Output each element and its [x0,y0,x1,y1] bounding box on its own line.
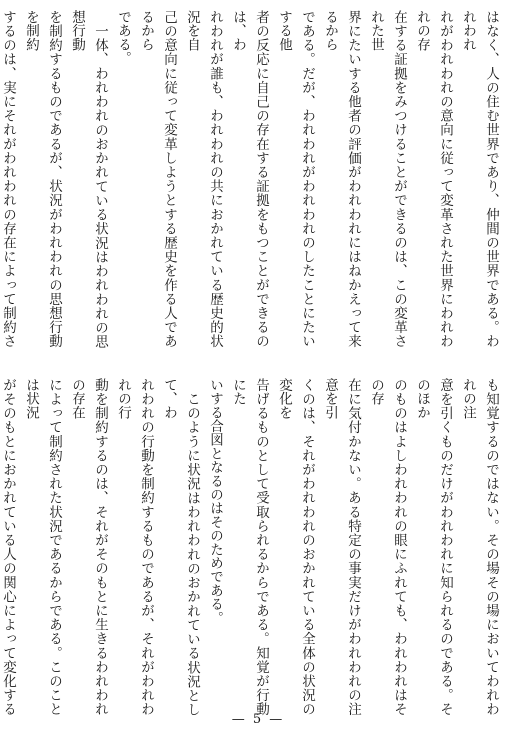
upper-text-block [0,10,502,348]
paragraph: このように状況はわれわれのおかれている状況として、わ れわれの行動を制約するものであるが、それがわれわれの行 動を制約するのは、それがそのもとに生きるわれわれの存在 によって制約された状況であるからである。このことは状況 がそのもとにおかれている人の関心によって変化する [0,378,200,716]
paragraph: はなく、人の住む世界であり、仲間の世界である。われわれ れがわれわれの意向に従って変革された世界にわれわれの存 在する証拠をみつけることができるのは、この変革された世 界にたいする他者の評価がわれわれにはねかえって来るから である。だが、われわれがわれわれのしたことにたいする他 者の反応に自己の存在する証拠をもつことができるのは、わ れわれが誰も、われわれの共におかれている歴史的状況を自 己の意向に従って変革しようとする歴史を作る人であるから である。 [115,10,499,348]
lower-text-block [0,378,502,716]
paragraph: も知覚するのではない。その場その場においてわれわれの注 意を引くものだけがわれわれに知られるのである。そのほか のものはよしわれわれの眼にふれても、われわれはその存 在に気付かない。ある特定の事実だけがわれわれの注意を引 くのは、それがわれわれのおかれている全体の状況の変化を 告げるものとして受取られるからである。知覚が行動にた いする合図となるのはそのためである。 [207,378,499,716]
paragraph: 一体、われわれのおかれている状況はわれわれの思想行動 を制約するものであるが、状況がわれわれの思想行動を制約 するのは、実にそれがわれわれの存在によって制約さ [0,10,108,348]
page-number: — 5 — [231,712,285,727]
